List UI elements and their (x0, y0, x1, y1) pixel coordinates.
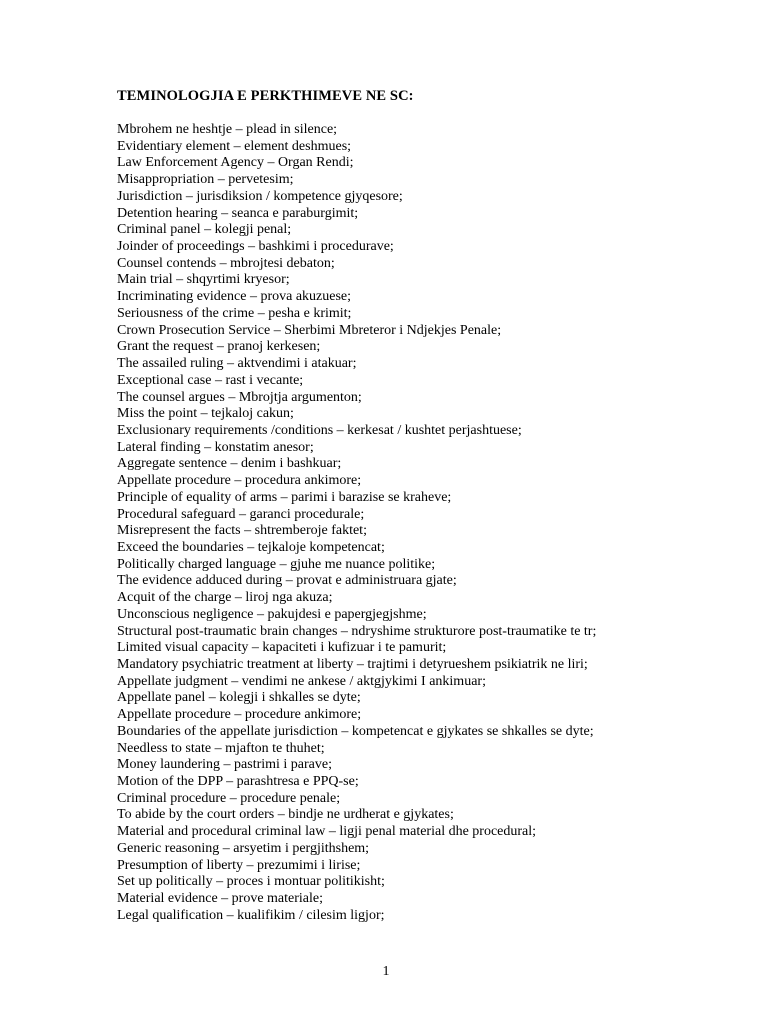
term-entry: Money laundering – pastrimi i parave; (117, 757, 332, 773)
term-entry: Unconscious negligence – pakujdesi e papergjegjshme; (117, 606, 427, 622)
term-entry: Criminal panel – kolegji penal; (117, 222, 292, 238)
term-entry: Mandatory psychiatric treatment at liberty – trajtimi i detyrueshem psikiatrik ne liri; (117, 657, 588, 672)
term-entry: Presumption of liberty – prezumimi i lirise; (117, 857, 361, 873)
term-entry: Acquit of the charge – liroj nga akuza; (117, 590, 333, 606)
term-entry: Grant the request – pranoj kerkesen; (117, 339, 321, 355)
term-entry: Appellate procedure – procedure ankimore; (117, 707, 362, 723)
term-entry: To abide by the court orders – bindje ne urdherat e gjykates; (117, 807, 454, 823)
term-entry: Structural post-traumatic brain changes – ndryshime strukturore post-traumatike te tr; (117, 623, 597, 639)
term-entry: Lateral finding – konstatim anesor; (117, 439, 314, 455)
term-entry: The evidence adduced during – provat e administruara gjate; (117, 573, 457, 589)
term-entry: Mbrohem ne heshtje – plead in silence; (117, 122, 338, 137)
term-entry: Set up politically – proces i montuar politikisht; (117, 874, 385, 890)
term-entry: Needless to state – mjafton te thuhet; (117, 740, 325, 756)
term-entry: Criminal procedure – procedure penale; (117, 790, 341, 806)
term-entry: Incriminating evidence – prova akuzuese; (117, 289, 352, 305)
term-entry: Material evidence – prove materiale; (117, 891, 324, 907)
term-entry: Exceed the boundaries – tejkaloje kompetencat; (117, 539, 385, 555)
term-entry: Exclusionary requirements /conditions – kerkesat / kushtet perjashtuese; (117, 422, 522, 438)
term-entry: Motion of the DPP – parashtresa e PPQ-se; (117, 774, 359, 790)
term-entry: Counsel contends – mbrojtesi debaton; (117, 255, 335, 271)
term-entry: Evidentiary element – element deshmues; (117, 138, 352, 154)
term-entry: Misrepresent the facts – shtremberoje faktet; (117, 523, 367, 539)
term-entry: Seriousness of the crime – pesha e krimit; (117, 305, 352, 321)
term-entry: Jurisdiction – jurisdiksion / kompetence gjyqesore; (117, 188, 403, 204)
terminology-list (117, 122, 757, 925)
term-entry: Procedural safeguard – garanci procedurale; (117, 506, 365, 522)
page-title: TEMINOLOGJIA E PERKTHIMEVE NE SC: (117, 88, 414, 104)
term-entry: Limited visual capacity – kapaciteti i kufizuar i te pamurit; (117, 640, 447, 656)
term-entry: Material and procedural criminal law – ligji penal material dhe procedural; (117, 824, 537, 840)
term-entry: Politically charged language – gjuhe me nuance politike; (117, 556, 436, 572)
term-entry: Main trial – shqyrtimi kryesor; (117, 272, 290, 288)
term-entry: Appellate panel – kolegji i shkalles se dyte; (117, 690, 361, 706)
term-entry: Crown Prosecution Service – Sherbimi Mbreteror i Ndjekjes Penale; (117, 322, 502, 338)
term-entry: Aggregate sentence – denim i bashkuar; (117, 456, 342, 472)
term-entry: Misappropriation – pervetesim; (117, 172, 294, 188)
term-entry: Detention hearing – seanca e paraburgimit; (117, 205, 359, 221)
page-number: 1 (382, 964, 390, 979)
term-entry: Joinder of proceedings – bashkimi i procedurave; (117, 239, 394, 255)
term-entry: The counsel argues – Mbrojtja argumenton; (117, 389, 362, 405)
term-entry: Exceptional case – rast i vecante; (117, 372, 304, 388)
term-entry: Boundaries of the appellate jurisdiction – kompetencat e gjykates se shkalles se dyte; (117, 723, 594, 739)
term-entry: Miss the point – tejkaloj cakun; (117, 406, 294, 422)
term-entry: The assailed ruling – aktvendimi i atakuar; (117, 356, 357, 372)
term-entry: Appellate judgment – vendimi ne ankese / aktgjykimi I ankimuar; (117, 673, 486, 689)
term-entry: Generic reasoning – arsyetim i pergjithshem; (117, 840, 370, 856)
term-entry: Principle of equality of arms – parimi i barazise se kraheve; (117, 489, 452, 505)
term-entry: Law Enforcement Agency – Organ Rendi; (117, 155, 354, 171)
term-entry: Legal qualification – kualifikim / cilesim ligjor; (117, 907, 385, 923)
term-entry: Appellate procedure – procedura ankimore; (117, 473, 362, 489)
